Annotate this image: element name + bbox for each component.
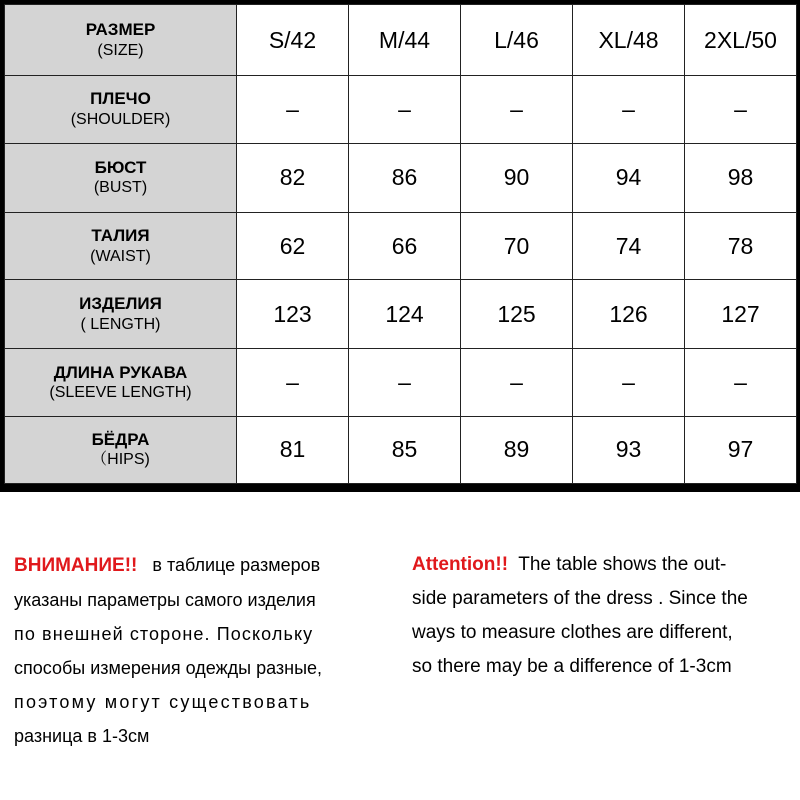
row-label-en: (SLEEVE LENGTH): [49, 384, 192, 402]
notice-en-line: ways to measure clothes are different,: [412, 622, 733, 643]
notice-russian: [14, 548, 384, 753]
notice-en-line: [412, 548, 792, 582]
row-label-ru: ДЛИНА РУКАВА: [53, 362, 188, 382]
table-cell: –: [237, 349, 349, 416]
size-label: 2XL/50: [685, 5, 797, 76]
size-label: M/44: [349, 5, 461, 76]
table-cell: 93: [573, 416, 685, 483]
table-cell: 127: [685, 280, 797, 349]
table-row: [5, 76, 797, 143]
row-header-length: [5, 280, 237, 349]
notice-ru-line: поэтому могут существовать: [14, 692, 312, 712]
size-label: XL/48: [573, 5, 685, 76]
table-cell: 97: [685, 416, 797, 483]
notice-en-text: The table shows the out-: [518, 554, 727, 575]
row-header-bust: [5, 143, 237, 212]
table-row: [5, 416, 797, 483]
size-label: L/46: [461, 5, 573, 76]
table-row: [5, 280, 797, 349]
size-header-en: (SIZE): [97, 41, 144, 59]
table-cell: –: [349, 76, 461, 143]
notice-ru-label: ВНИМАНИЕ!!: [14, 555, 138, 576]
row-label-en: ( LENGTH): [80, 315, 161, 333]
table-cell: –: [461, 76, 573, 143]
row-header-shoulder: [5, 76, 237, 143]
table-cell: –: [349, 349, 461, 416]
table-cell: –: [685, 349, 797, 416]
notice-ru-line: способы измерения одежды разные,: [14, 658, 323, 678]
table-cell: –: [573, 349, 685, 416]
notice-en-line: so there may be a difference of 1-3cm: [412, 656, 732, 677]
row-header-waist: [5, 212, 237, 279]
table-cell: 74: [573, 212, 685, 279]
table-cell: 62: [237, 212, 349, 279]
size-chart-table: [4, 4, 797, 484]
notice-ru-line: указаны параметры самого изделия: [14, 590, 316, 610]
table-cell: 123: [237, 280, 349, 349]
notice-en-line: side parameters of the dress . Since the: [412, 588, 748, 609]
table-cell: –: [461, 349, 573, 416]
size-label: S/42: [237, 5, 349, 76]
table-cell: –: [237, 76, 349, 143]
row-header-hips: [5, 416, 237, 483]
row-label-ru: БЁДРА: [91, 429, 150, 449]
row-label-en: (SHOULDER): [70, 111, 171, 129]
table-cell: 82: [237, 143, 349, 212]
table-cell: –: [685, 76, 797, 143]
notice-en-label: Attention!!: [412, 554, 509, 575]
table-header-row: [5, 5, 797, 76]
table-cell: 86: [349, 143, 461, 212]
table-cell: –: [573, 76, 685, 143]
notice-ru-line: по внешней стороне. Поскольку: [14, 624, 314, 644]
row-label-ru: БЮСТ: [94, 157, 147, 177]
row-label-en: (WAIST): [90, 247, 151, 265]
table-cell: 94: [573, 143, 685, 212]
table-cell: 78: [685, 212, 797, 279]
table-cell: 89: [461, 416, 573, 483]
table-cell: 124: [349, 280, 461, 349]
table-cell: 66: [349, 212, 461, 279]
table-cell: 90: [461, 143, 573, 212]
table-cell: 98: [685, 143, 797, 212]
notice-english: [412, 548, 792, 684]
table-cell: 81: [237, 416, 349, 483]
table-row: [5, 212, 797, 279]
notice-ru-line: [14, 548, 384, 583]
table-cell: 125: [461, 280, 573, 349]
row-label-en: （HIPS): [91, 451, 150, 469]
table-cell: 70: [461, 212, 573, 279]
row-label-ru: ПЛЕЧО: [90, 89, 151, 109]
notice-ru-text: в таблице размеров: [152, 555, 321, 575]
table-cell: 85: [349, 416, 461, 483]
row-header-sleeve-length: [5, 349, 237, 416]
row-label-ru: ТАЛИЯ: [91, 226, 150, 246]
size-header-ru: РАЗМЕР: [85, 20, 156, 40]
table-cell: 126: [573, 280, 685, 349]
table-row: [5, 349, 797, 416]
size-header-cell: [5, 5, 237, 76]
row-label-ru: ИЗДЕЛИЯ: [79, 294, 162, 314]
notice-ru-line: разница в 1-3см: [14, 726, 150, 746]
row-label-en: (BUST): [93, 179, 148, 197]
table-row: [5, 143, 797, 212]
